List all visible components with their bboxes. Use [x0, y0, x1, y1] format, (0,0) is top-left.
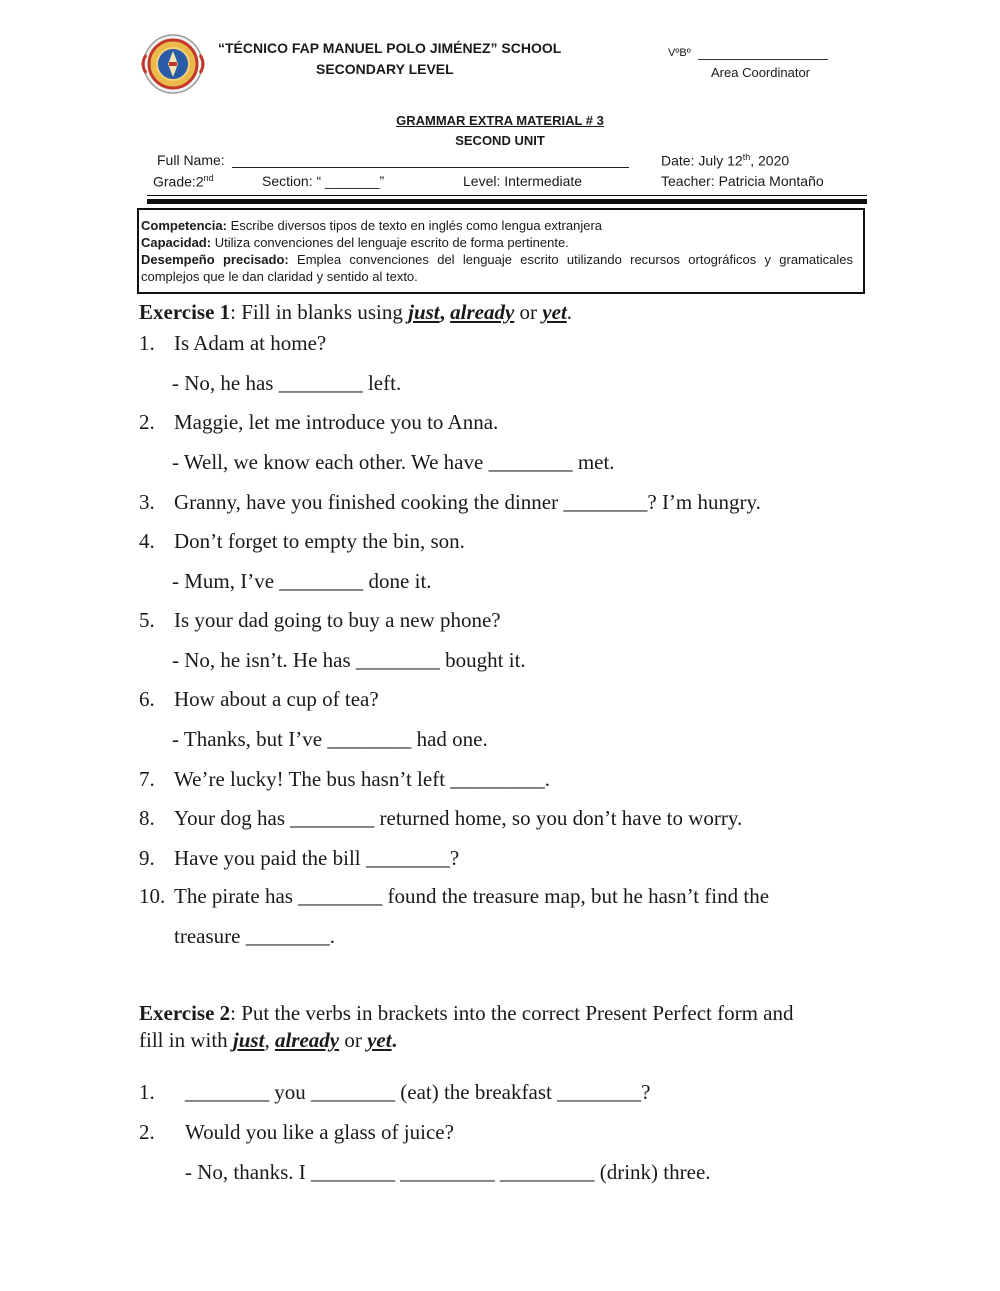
exercise1-answer: treasure ________. [174, 924, 335, 948]
exercise2-answer: - No, thanks. I ________ _________ _________ (drink) three. [185, 1160, 711, 1184]
divider-thin [147, 195, 867, 196]
exercise1-number: 6. [139, 687, 155, 711]
exercise1-question: The pirate has ________ found the treasure map, but he hasn’t find the [174, 884, 770, 908]
full-name-label: Full Name: [157, 152, 225, 168]
exercise1-number: 8. [139, 806, 155, 830]
exercise1-number: 9. [139, 846, 155, 870]
exercise1-number: 2. [139, 410, 155, 434]
exercise1-number: 5. [139, 608, 155, 632]
capacity-line: Capacidad: Utiliza convenciones del lenguaje escrito de forma pertinente. [141, 235, 569, 250]
exercise1-answer: - Well, we know each other. We have ________ met. [172, 450, 615, 474]
school-logo [138, 33, 208, 95]
exercise2-question: ________ you ________ (eat) the breakfast ________? [185, 1080, 651, 1104]
exercise1-number: 3. [139, 490, 155, 514]
exercise1-heading: Exercise 1: Fill in blanks using just, already or yet. [139, 300, 573, 324]
exercise1-question: Granny, have you finished cooking the dinner ________? I’m hungry. [174, 490, 761, 514]
exercise1-answer: - No, he isn’t. He has ________ bought it. [172, 648, 526, 672]
exercise1-question: Your dog has ________ returned home, so you don’t have to worry. [174, 806, 743, 830]
unit-title: SECOND UNIT [455, 133, 545, 148]
exercise1-question: Is your dad going to buy a new phone? [174, 608, 501, 632]
school-level: SECONDARY LEVEL [316, 61, 454, 77]
exercise2-question: Would you like a glass of juice? [185, 1120, 454, 1144]
exercise1-question: Don’t forget to empty the bin, son. [174, 529, 465, 553]
vobo-label: VºBº [668, 47, 691, 59]
exercise1-question: We’re lucky! The bus hasn’t left _________. [174, 767, 551, 791]
exercise1-number: 1. [139, 331, 155, 355]
school-name: “TÉCNICO FAP MANUEL POLO JIMÉNEZ” SCHOOL [218, 40, 562, 56]
page-title: GRAMMAR EXTRA MATERIAL # 3 [396, 113, 604, 128]
exercise1-question: How about a cup of tea? [174, 687, 379, 711]
area-coordinator-label: Area Coordinator [711, 65, 810, 80]
exercise1-number: 4. [139, 529, 155, 553]
date-label: Date: July 12th, 2020 [661, 152, 790, 169]
exercise2-number: 2. [139, 1120, 155, 1144]
full-name-field[interactable] [232, 167, 629, 168]
grade-label: Grade:2nd [153, 173, 214, 190]
exercise1-question: Have you paid the bill ________? [174, 846, 460, 870]
performance-line: Desempeño precisado: Emplea convenciones del lenguaje escrito utilizando recursos ortográficos y gramaticales complejos que le dan claridad y sentido al texto. [141, 252, 853, 284]
exercise1-number: 10. [139, 884, 166, 908]
exercise1-answer: - No, he has ________ left. [172, 371, 402, 395]
exercise1-question: Is Adam at home? [174, 331, 327, 355]
exercise1-answer: - Mum, I’ve ________ done it. [172, 569, 432, 593]
signature-line [698, 59, 828, 60]
exercise1-number: 7. [139, 767, 155, 791]
competence-box [137, 208, 865, 294]
divider-thick [147, 199, 867, 204]
level-label: Level: Intermediate [463, 173, 583, 189]
exercise1-answer: - Thanks, but I’ve ________ had one. [172, 727, 488, 751]
exercise1-question: Maggie, let me introduce you to Anna. [174, 410, 499, 434]
competence-line: Competencia: Escribe diversos tipos de texto en inglés como lengua extranjera [141, 218, 603, 233]
section-label: Section: “ _______” [262, 173, 385, 189]
teacher-label: Teacher: Patricia Montaño [661, 173, 824, 189]
exercise2-heading: Exercise 2: Put the verbs in brackets into the correct Present Perfect form and [139, 1001, 794, 1025]
exercise2-number: 1. [139, 1080, 155, 1104]
exercise2-heading-cont: fill in with just, already or yet. [139, 1028, 397, 1052]
